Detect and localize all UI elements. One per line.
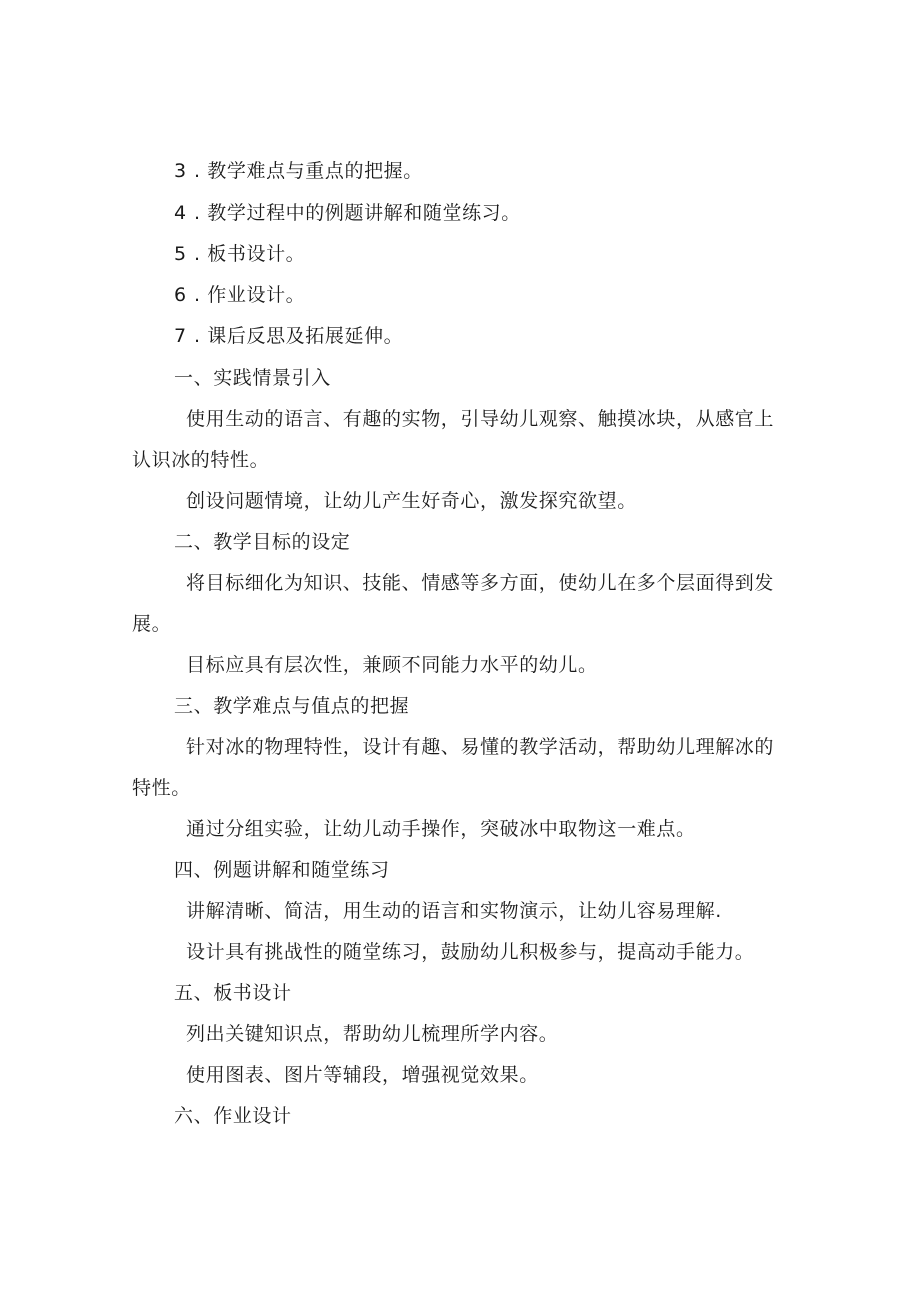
item-text: . 教学难点与重点的把握。 bbox=[194, 160, 423, 182]
paragraph-line: 使用生动的语言、有趣的实物，引导幼儿观察、触摸冰块，从感官上 bbox=[186, 408, 775, 430]
item-text: . 课后反思及拓展延伸。 bbox=[194, 325, 404, 347]
section-heading: 五、板书设计 bbox=[174, 982, 292, 1004]
list-item bbox=[174, 242, 305, 266]
section-heading: 三、教学难点与值点的把握 bbox=[174, 695, 410, 717]
item-number: 5 bbox=[174, 243, 187, 265]
item-number: 3 bbox=[174, 160, 187, 182]
paragraph-line: 认识冰的特性。 bbox=[132, 449, 270, 471]
item-number: 4 bbox=[174, 202, 187, 224]
paragraph-line: 针对冰的物理特性，设计有趣、易懂的教学活动，帮助幼儿理解冰的 bbox=[186, 736, 775, 758]
paragraph: 使用图表、图片等辅段，增强视觉效果。 bbox=[186, 1064, 539, 1086]
paragraph: 列出关键知识点，帮助幼儿梳理所学内容。 bbox=[186, 1023, 559, 1045]
list-item bbox=[174, 283, 305, 307]
item-text: . 教学过程中的例题讲解和随堂练习。 bbox=[194, 202, 521, 224]
paragraph: 设计具有挑战性的随堂练习，鼓励幼儿积极参与，提高动手能力。 bbox=[186, 941, 755, 963]
list-item bbox=[174, 159, 423, 183]
section-heading: 六、作业设计 bbox=[174, 1105, 292, 1127]
list-item bbox=[174, 201, 521, 225]
section-heading: 四、例题讲解和随堂练习 bbox=[174, 859, 390, 881]
paragraph-line: 特性。 bbox=[132, 777, 191, 799]
item-number: 6 bbox=[174, 284, 187, 306]
paragraph: 目标应具有层次性，兼顾不同能力水平的幼儿。 bbox=[186, 654, 598, 676]
paragraph-line: 展。 bbox=[132, 613, 172, 635]
item-text: . 板书设计。 bbox=[194, 243, 306, 265]
section-heading: 一、实践情景引入 bbox=[174, 367, 331, 389]
paragraph-line: 将目标细化为知识、技能、情感等多方面，使幼儿在多个层面得到发 bbox=[186, 572, 775, 594]
paragraph: 通过分组实验，让幼儿动手操作，突破冰中取物这一难点。 bbox=[186, 818, 696, 840]
paragraph: 创设问题情境，让幼儿产生好奇心，激发探究欲望。 bbox=[186, 490, 637, 512]
paragraph: 讲解清晰、简洁，用生动的语言和实物演示，让幼儿容易理解. bbox=[186, 900, 722, 922]
list-item bbox=[174, 324, 403, 348]
item-number: 7 bbox=[174, 325, 187, 347]
item-text: . 作业设计。 bbox=[194, 284, 306, 306]
section-heading: 二、教学目标的设定 bbox=[174, 531, 351, 553]
